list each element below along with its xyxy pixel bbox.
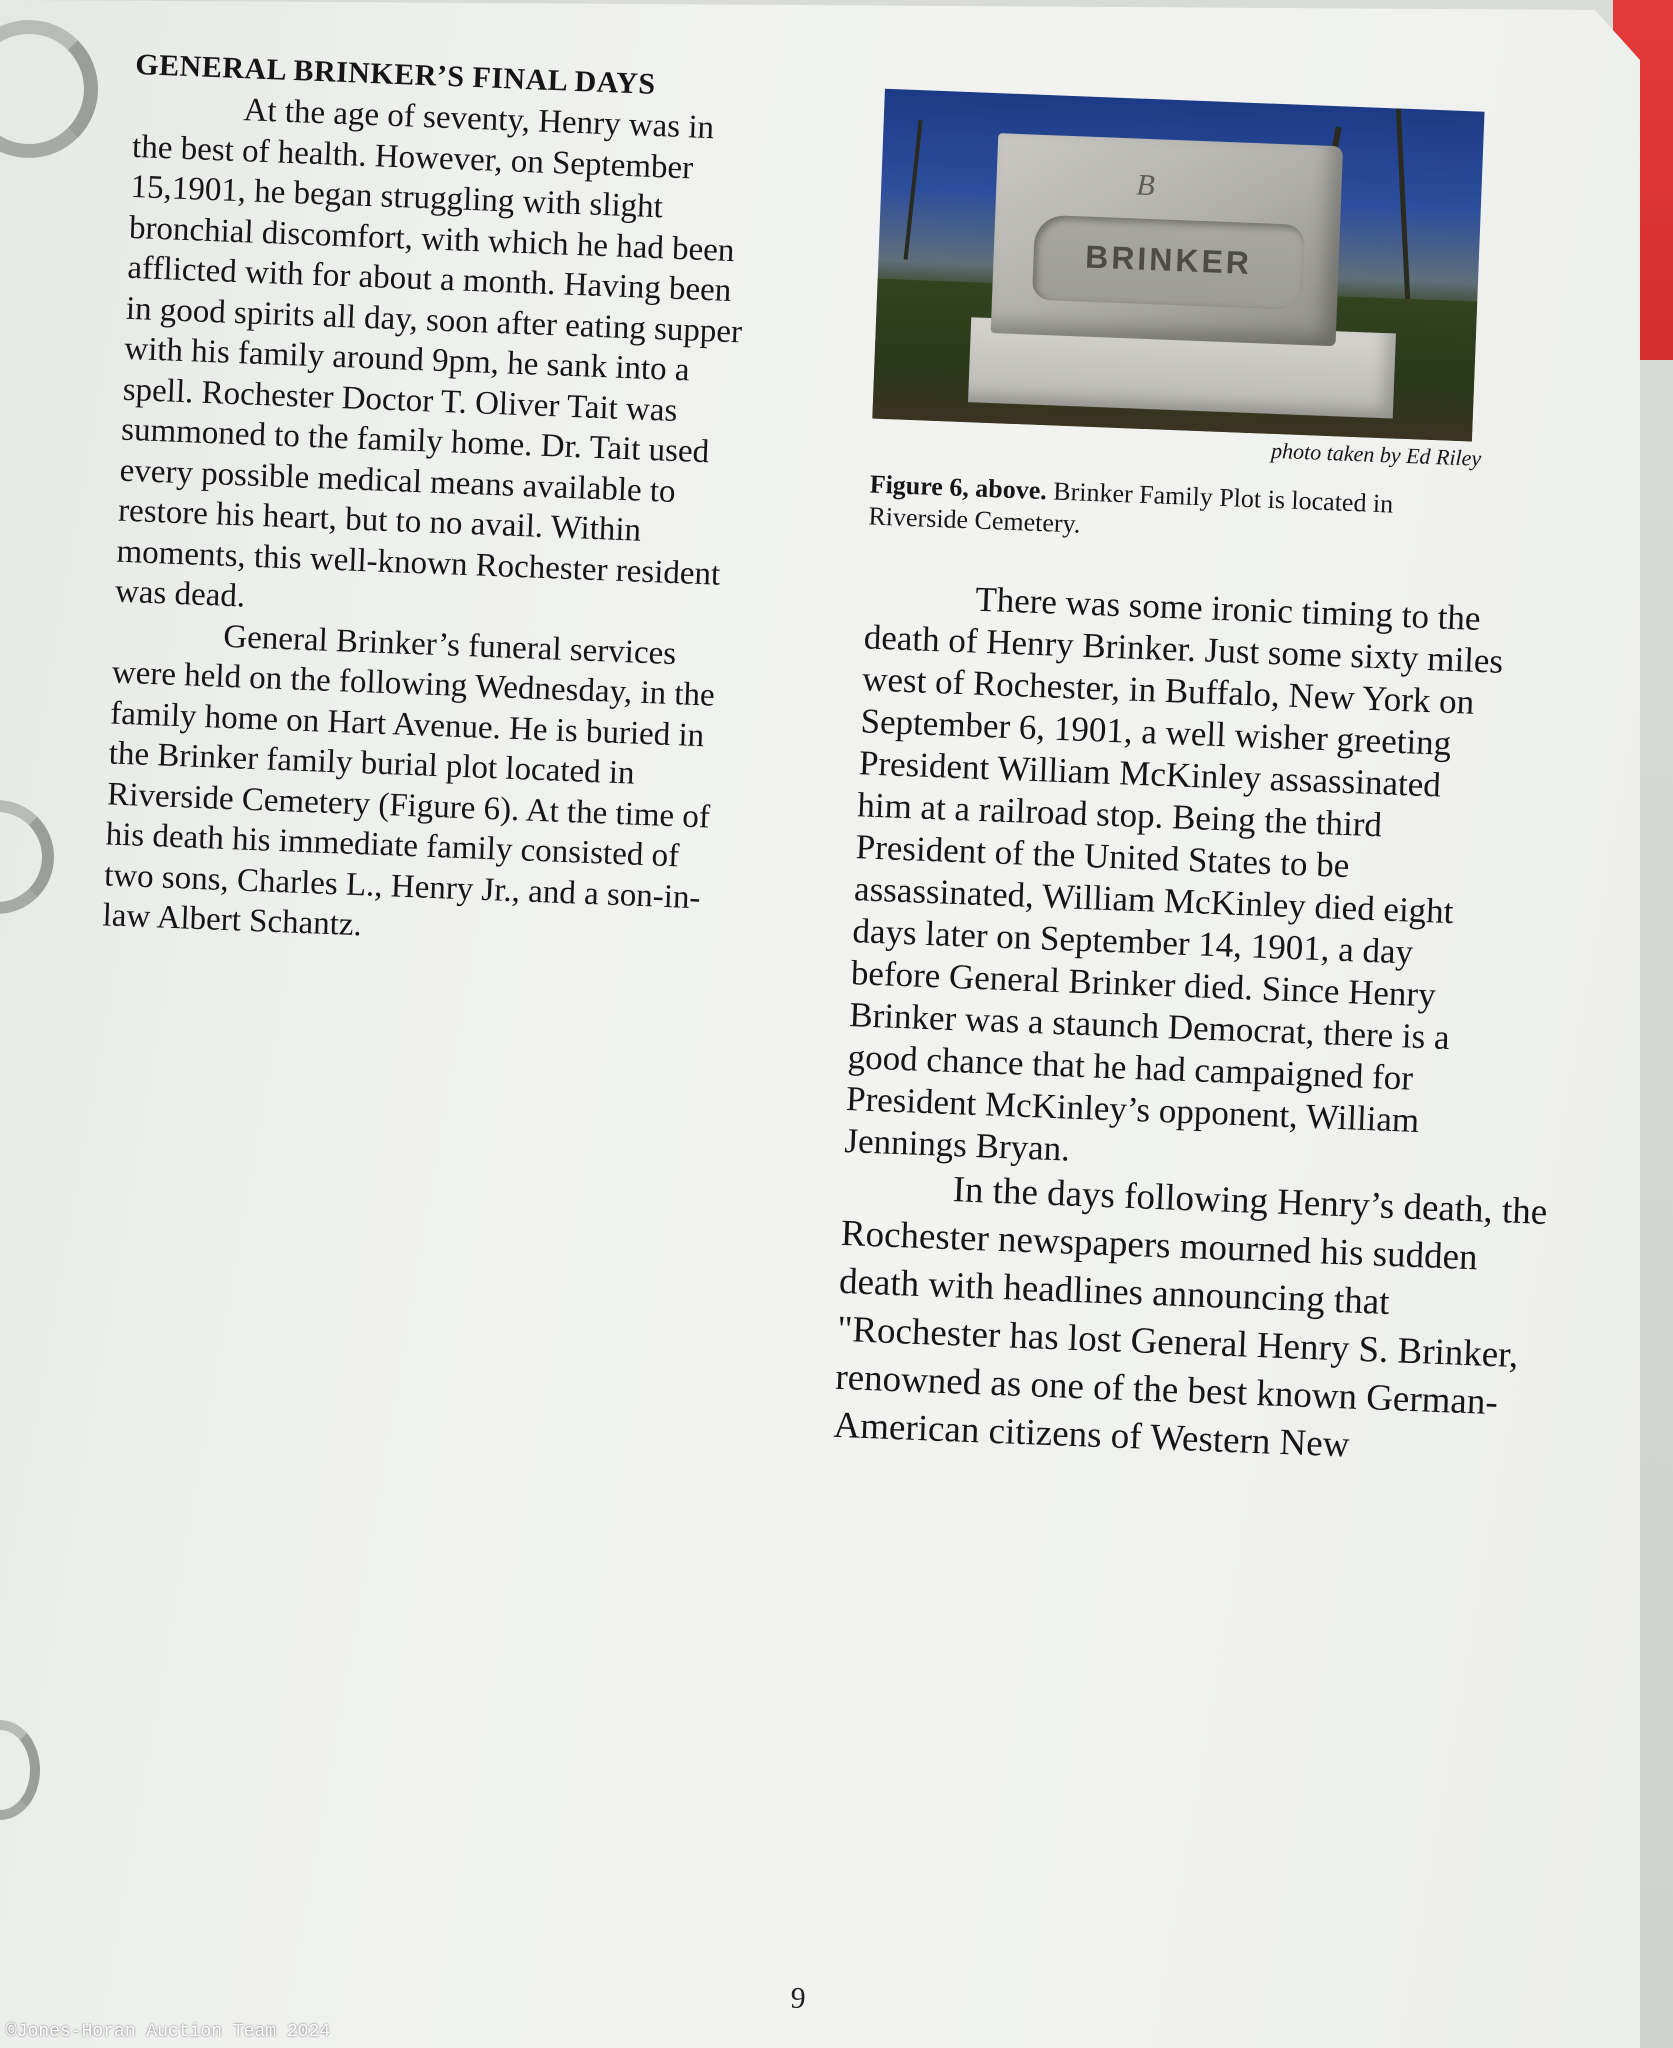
right-column xyxy=(813,88,1549,1474)
figure-caption xyxy=(868,468,1470,555)
page-number: 9 xyxy=(789,1981,807,2016)
gravestone-inscription-panel xyxy=(1032,215,1305,310)
photo-credit: photo taken by Ed Riley xyxy=(1270,437,1482,471)
tree-trunk xyxy=(904,120,923,260)
gravestone-photo xyxy=(872,89,1484,442)
gravestone-name: BRINKER xyxy=(1084,238,1253,281)
left-paragraph-1: At the age of seventy, Henry was in the best of health. However, on September 15,1901, he began struggling with slight bronchial discomfort, with which he had been afflicted with for about a month. Having been in good spirits all day, soon after eating supper with his family around 9pm, he sank into a spell. Rochester Doctor T. Oliver Tait was summoned to the family home. Dr. Tait used every possible medical means available to restore his heart, but to no avail. Within moments, this well-known Rochester resident was dead. xyxy=(114,92,743,615)
right-paragraph-2: In the days following Henry’s death, the Rochester newspapers mourned his sudden death with headlines announcing that "Rochester has lost General Henry S. Brinker, renowned as one of the best known German-American citizens of Western New xyxy=(832,1169,1549,1466)
gravestone-initial: B xyxy=(1135,168,1156,203)
right-paragraph-1: There was some ironic timing to the death of Henry Brinker. Just some sixty miles west of Rochester, in Buffalo, New York on September 6, 1901, a well wisher greeting President William McKinley assassinated him at a railroad stop. Being the third President of the United States to be assassinated, William McKinley died eight days later on September 14, 1901, a day before General Brinker died. Since Henry Brinker was a staunch Democrat, there is a good chance that he had campaigned for President McKinley’s opponent, William Jennings Bryan. xyxy=(843,579,1504,1169)
section-heading: GENERAL BRINKER’S FINAL DAYS xyxy=(134,47,657,101)
tree-trunk xyxy=(1396,109,1411,309)
copyright-watermark: ©Jones-Horan Auction Team 2024 xyxy=(6,2022,331,2042)
caption-lead: Figure 6, above. xyxy=(869,469,1048,506)
caption-text: Brinker Family Plot is located in Riverside Cemetery. xyxy=(868,476,1394,539)
left-paragraph-2: General Brinker’s funeral services were held on the following Wednesday, in the family home on Hart Avenue. He is buried in the Brinker family burial plot located in Riverside Cemetery (Figure 6). At the time of his death his immediate family consisted of two sons, Charles L., Henry Jr., and a son-in-law Albert Schantz. xyxy=(101,618,716,944)
gravestone-block xyxy=(991,133,1343,346)
left-column xyxy=(101,47,756,960)
